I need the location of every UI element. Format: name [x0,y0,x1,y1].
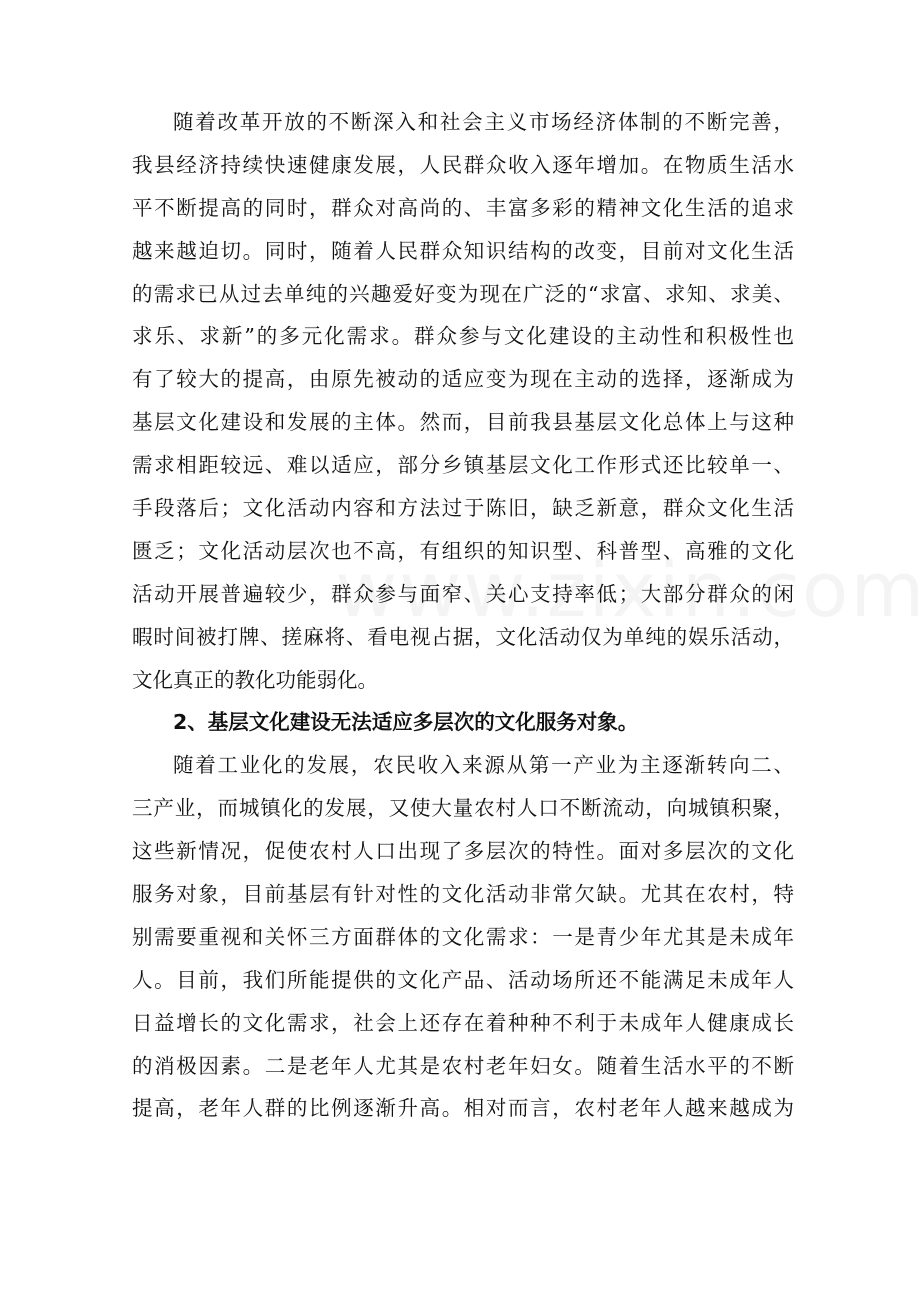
paragraph-line: 的消极因素。二是老年人尤其是农村老年妇女。随着生活水平的不断 [132,1053,794,1078]
paragraph-line: 越来越迫切。同时，随着人民群众知识结构的改变，目前对文化生活 [132,238,794,263]
paragraph-line: 这些新情况，促使农村人口出现了多层次的特性。面对多层次的文化 [132,839,794,864]
paragraph-line: 手段落后；文化活动内容和方法过于陈旧，缺乏新意，群众文化生活 [132,496,794,521]
section-heading: 2、基层文化建设无法适应多层次的文化服务对象。 [173,710,639,735]
paragraph-line: 提高，老年人群的比例逐渐升高。相对而言，农村老年人越来越成为 [132,1096,794,1121]
paragraph-line: 暇时间被打牌、搓麻将、看电视占据，文化活动仅为单纯的娱乐活动， [132,624,794,649]
paragraph-line: 日益增长的文化需求，社会上还存在着种种不利于未成年人健康成长 [132,1010,794,1035]
paragraph-line: 随着改革开放的不断深入和社会主义市场经济体制的不断完善， [173,110,794,134]
paragraph-1 [132,101,794,701]
paragraph-line: 有了较大的提高，由原先被动的适应变为现在主动的选择，逐渐成为 [132,367,794,392]
paragraph-line: 匮乏；文化活动层次也不高，有组织的知识型、科普型、高雅的文化 [132,538,794,563]
paragraph-line: 服务对象，目前基层有针对性的文化活动非常欠缺。尤其在农村，特 [132,882,794,907]
paragraph-line: 人。目前，我们所能提供的文化产品、活动场所还不能满足未成年人 [132,967,794,992]
document-body [132,101,794,1130]
paragraph-2 [132,744,794,1130]
paragraph-line: 三产业，而城镇化的发展，又使大量农村人口不断流动，向城镇积聚， [132,796,794,821]
paragraph-line: 我县经济持续快速健康发展，人民群众收入逐年增加。在物质生活水 [132,152,794,177]
paragraph-line: 需求相距较远、难以适应，部分乡镇基层文化工作形式还比较单一、 [132,453,794,478]
paragraph-line: 文化真正的教化功能弱化。 [132,667,378,692]
paragraph-line: 的需求已从过去单纯的兴趣爱好变为现在广泛的“求富、求知、求美、 [132,281,794,306]
paragraph-line: 求乐、求新”的多元化需求。群众参与文化建设的主动性和积极性也 [132,324,794,349]
paragraph-line: 随着工业化的发展，农民收入来源从第一产业为主逐渐转向二、 [173,753,794,778]
paragraph-line: 基层文化建设和发展的主体。然而，目前我县基层文化总体上与这种 [132,410,794,435]
paragraph-line: 活动开展普遍较少，群众参与面窄、关心支持率低；大部分群众的闲 [132,581,794,606]
paragraph-line: 平不断提高的同时，群众对高尚的、丰富多彩的精神文化生活的追求 [132,195,794,220]
paragraph-line: 别需要重视和关怀三方面群体的文化需求：一是青少年尤其是未成年 [132,924,794,949]
